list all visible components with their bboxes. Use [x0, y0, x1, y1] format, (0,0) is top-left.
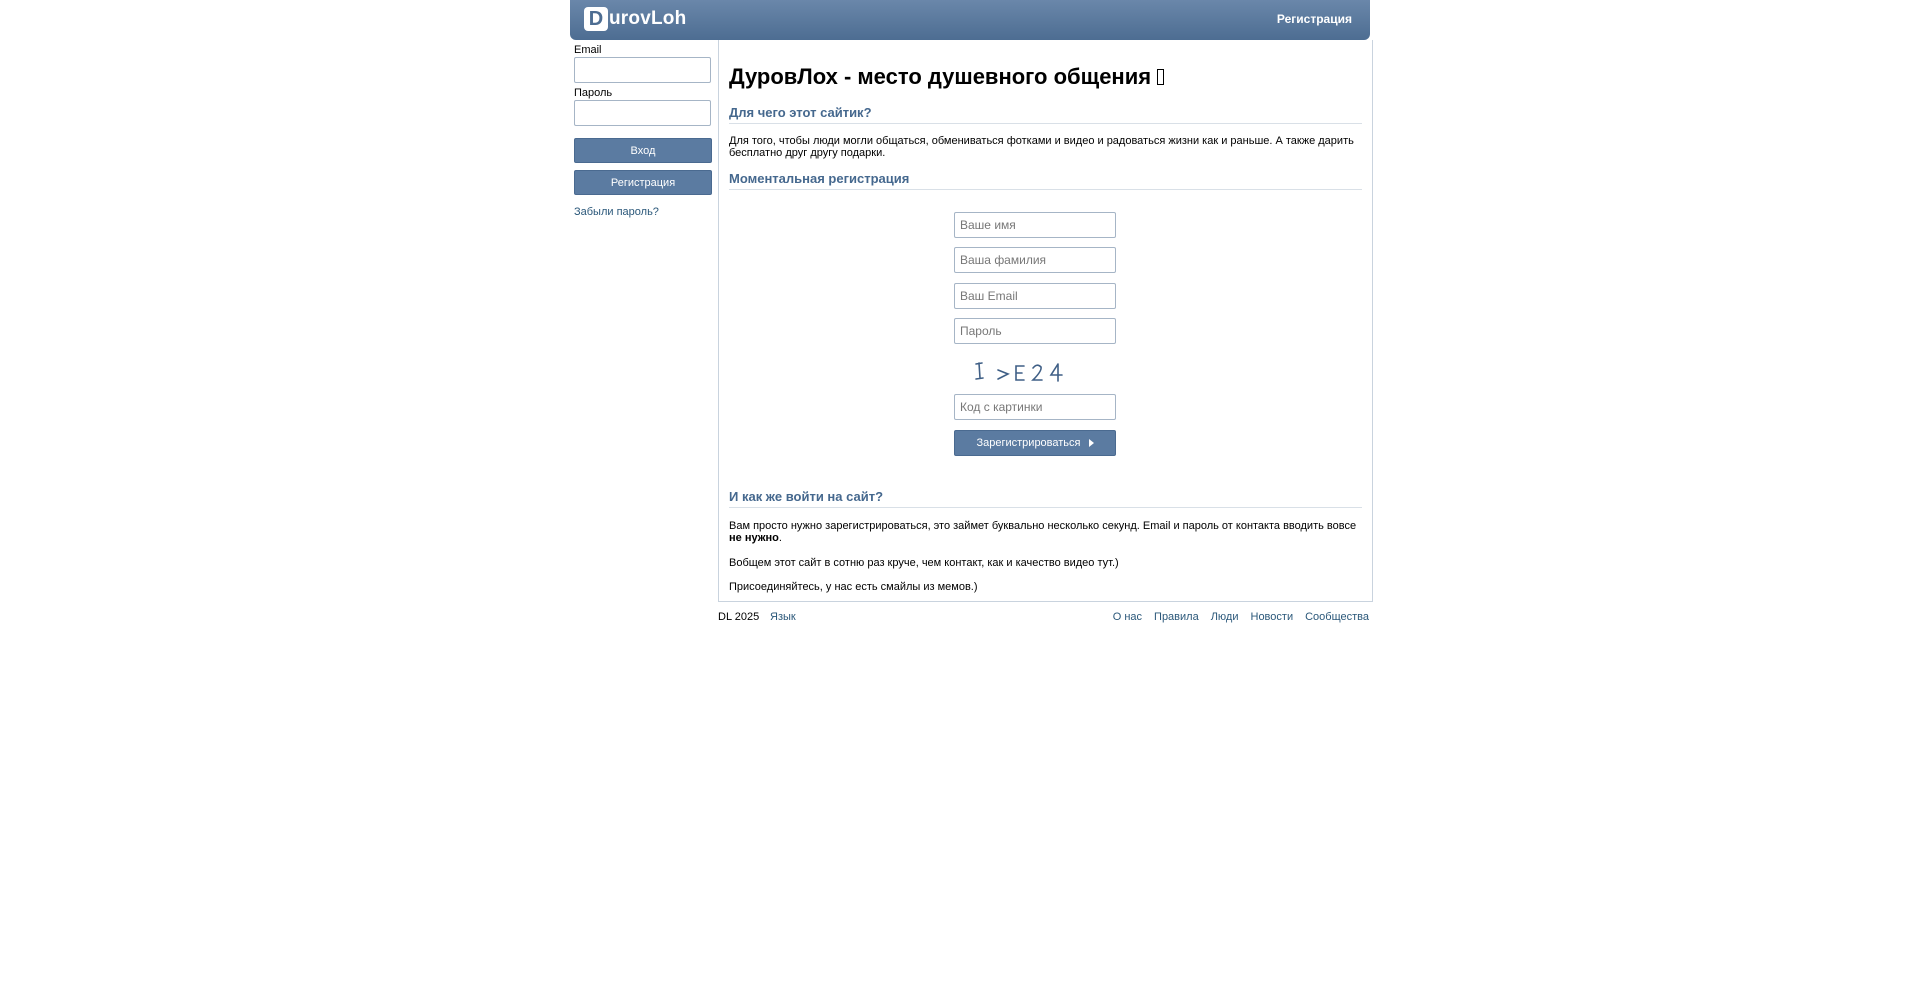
footer-link-rules[interactable]: Правила	[1154, 611, 1199, 623]
submit-registration-label: Зарегистрироваться	[976, 437, 1081, 449]
register-button[interactable]: Регистрация	[574, 170, 712, 195]
section-text-purpose: Для того, чтобы люди могли общаться, обмениваться фотками и видео и радоваться жизни как и раньше. А также дарить бесплатно друг другу подарки.	[729, 135, 1354, 159]
howto-text-b: .	[778, 532, 782, 544]
emoji-placeholder-icon	[1157, 69, 1164, 85]
footer-link-about[interactable]: О нас	[1112, 611, 1143, 623]
password-label: Пароль	[574, 87, 613, 99]
footer-language-link[interactable]: Язык	[770, 611, 796, 623]
footer-link-news[interactable]: Новости	[1250, 611, 1294, 623]
last-name-input[interactable]	[954, 247, 1116, 273]
section-text-join: Присоединяйтесь, у нас есть смайлы из мемов.)	[729, 581, 978, 593]
submit-registration-button[interactable]	[954, 430, 1116, 456]
footer-copyright: DL 2025	[718, 611, 760, 623]
section-heading-purpose: Для чего этот сайтик?	[729, 105, 1362, 124]
section-text-better: Вобщем этот сайт в сотню раз круче, чем контакт, как и качество видео тут.)	[729, 557, 1119, 569]
header-register-link[interactable]: Регистрация	[1276, 12, 1352, 26]
footer-links	[1113, 611, 1369, 623]
logo-letter-icon: D	[584, 7, 608, 31]
login-sidebar	[574, 44, 712, 218]
forgot-password-link[interactable]: Забыли пароль?	[574, 206, 659, 218]
reg-password-input[interactable]	[954, 318, 1116, 344]
email-label: Email	[574, 44, 602, 56]
password-field[interactable]	[574, 100, 711, 126]
footer-link-people[interactable]: Люди	[1210, 611, 1239, 623]
howto-text-a: Вам просто нужно зарегистрироваться, это займет буквально несколько секунд. Email и пароль от контакта вводить вовсе	[729, 520, 1357, 532]
footer-link-communities[interactable]: Сообщества	[1305, 611, 1369, 623]
first-name-input[interactable]	[954, 212, 1116, 238]
top-header	[570, 0, 1370, 40]
main-content	[718, 40, 1373, 602]
logo-text: urovLoh	[609, 8, 687, 29]
captcha-image	[972, 360, 1072, 384]
site-logo[interactable]	[584, 6, 686, 32]
captcha-glyphs	[972, 360, 1072, 384]
howto-text-bold: не нужно	[729, 532, 779, 544]
page-title-text: ДуровЛох - место душевного общения	[729, 64, 1158, 89]
section-heading-registration: Моментальная регистрация	[729, 171, 1362, 190]
arrow-right-icon	[1089, 439, 1094, 447]
email-field[interactable]	[574, 57, 711, 83]
login-button[interactable]: Вход	[574, 138, 712, 163]
reg-email-input[interactable]	[954, 283, 1116, 309]
page-title	[729, 64, 1164, 90]
section-heading-howto: И как же войти на сайт?	[729, 489, 1362, 508]
section-text-howto	[729, 520, 1362, 544]
captcha-code-input[interactable]	[954, 394, 1116, 420]
